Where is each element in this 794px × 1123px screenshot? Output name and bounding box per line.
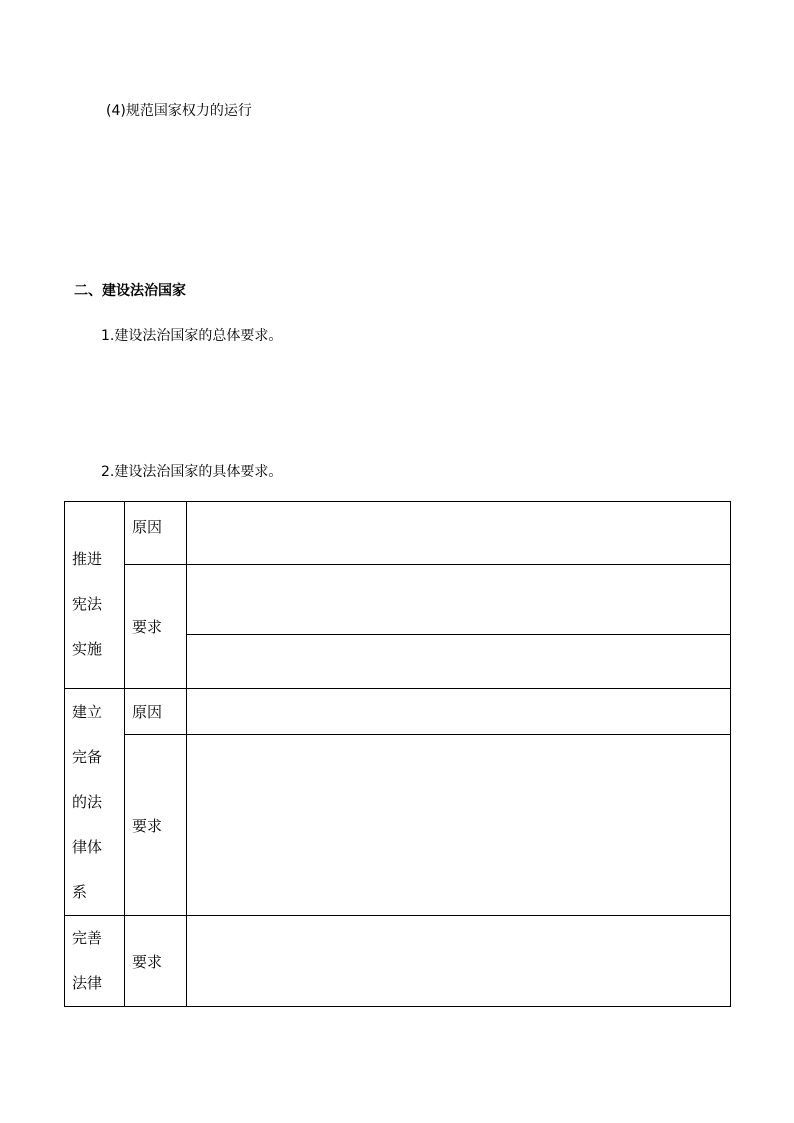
category-line: 完备: [72, 747, 103, 766]
category-line: 完善: [72, 929, 103, 947]
sub-label-cell: [125, 689, 187, 735]
answer-cell[interactable]: [187, 916, 731, 1007]
category-line: 系: [72, 882, 88, 901]
sub-label: 原因: [132, 703, 163, 721]
table-row: [65, 735, 731, 916]
sub-label: 原因: [132, 518, 163, 536]
answer-cell[interactable]: [187, 689, 731, 735]
question-2: 2.建设法治国家的具体要求。: [101, 464, 283, 480]
requirements-table: [64, 501, 731, 1007]
table-row: [65, 689, 731, 735]
sub-label: 要求: [132, 816, 163, 835]
sub-label-cell: [125, 502, 187, 565]
section-heading: 二、建设法治国家: [74, 283, 186, 299]
category-line: 实施: [72, 640, 103, 658]
answer-cell[interactable]: [187, 635, 731, 689]
answer-cell[interactable]: [187, 735, 731, 916]
sub-label: 要求: [132, 952, 163, 971]
category-cell: [65, 916, 125, 1007]
sub-label: 要求: [132, 618, 163, 636]
category-line: 宪法: [72, 595, 103, 613]
list-item-4: (4)规范国家权力的运行: [106, 103, 252, 119]
category-line: 法律: [72, 974, 103, 992]
answer-cell[interactable]: [187, 565, 731, 635]
table-row: [65, 916, 731, 1007]
sub-label-cell: [125, 916, 187, 1007]
category-cell: [65, 689, 125, 916]
answer-cell[interactable]: [187, 502, 731, 565]
table-row: [65, 565, 731, 635]
sub-label-cell: [125, 565, 187, 689]
question-1: 1.建设法治国家的总体要求。: [101, 328, 283, 344]
sub-label-cell: [125, 735, 187, 916]
category-line: 推进: [72, 550, 103, 568]
category-cell: [65, 502, 125, 689]
category-line: 的法: [72, 792, 103, 811]
category-line: 建立: [72, 702, 103, 721]
table-row: [65, 502, 731, 565]
category-line: 律体: [72, 837, 103, 856]
